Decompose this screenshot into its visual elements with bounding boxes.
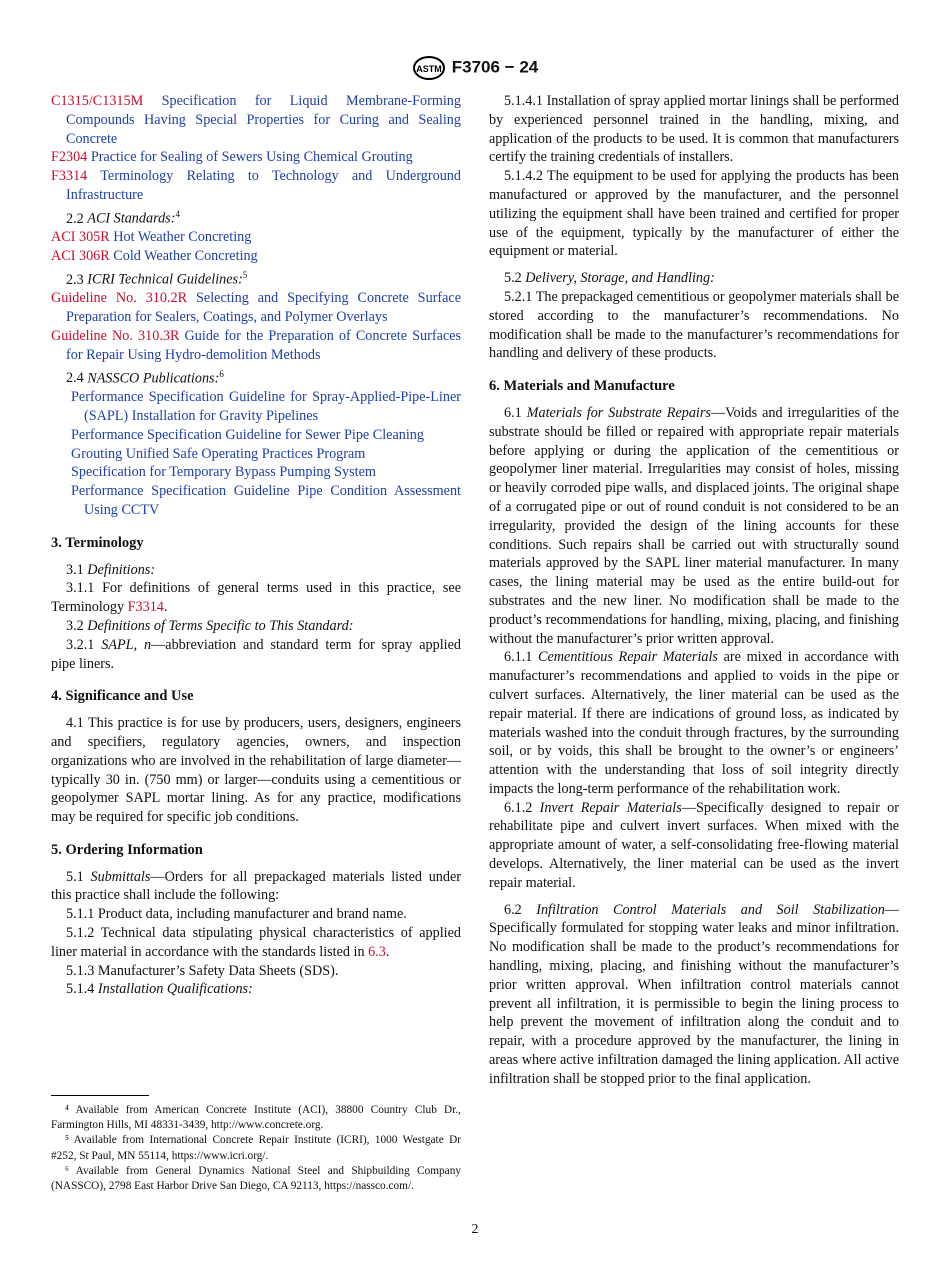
reference-aci-305r[interactable]: ACI 305R Hot Weather Concreting: [51, 229, 252, 246]
para-5-2-1: 5.2.1 The prepackaged cementitious or geopolymer materials shall be stored according to the manufacturer’s recommendations. No modification shall be made to the manufacturer’s recommendations for handling and delivery of these products.: [489, 288, 899, 362]
page-number: 2: [471, 1222, 479, 1237]
reference-aci-306r[interactable]: ACI 306R Cold Weather Concreting: [51, 248, 258, 265]
para-5-1-1: 5.1.1 Product data, including manufacturer and brand name.: [66, 906, 407, 923]
document-title: F3706 − 24: [451, 57, 539, 77]
para-6-1: 6.1 Materials for Substrate Repairs—Voids and irregularities of the substrate should be filled or repaired with appropriate repair materials before applying or during the application of the cementitious or geopolymer liner material. Irregularities may consist of holes, missing or heavily corroded pipe walls, and displaced joints. The original shape of a corrugated pipe or out of round conduit is not considered to be an irregularity, provided the design of the lining accounts for these conditions. Such repairs shall be carried out with structurally sound materials approved by the SAPL liner material manufacturer. In many cases, the lining material may be used as the entire build-out for substrates and the new liner. No modification shall be made to the product’s recommendations for handling, mixing, placing, and finishing without the manufacturer’s prior written approval.: [489, 404, 900, 647]
astm-logo-icon: [412, 56, 446, 80]
footnote-5: ⁵ Available from International Concrete Repair Institute (ICRI), 1000 Westgate Dr #252, St Paul, MN 55114, https://www.icri.org/.: [51, 1134, 461, 1162]
para-5-1-3: 5.1.3 Manufacturer’s Safety Data Sheets (SDS).: [66, 962, 339, 979]
reference-nassco-cctv[interactable]: Performance Specification Guideline Pipe Condition Assessment Using CCTV: [71, 483, 461, 518]
section-6-heading: 6. Materials and Manufacture: [489, 378, 675, 395]
para-5-2: 5.2 Delivery, Storage, and Handling:: [504, 270, 715, 287]
section-2-3: 2.3 ICRI Technical Guidelines:$^5$: [66, 269, 248, 288]
para-5-1: 5.1 Submittals—Orders for all prepackaged materials listed under this practice shall include the following:: [51, 868, 461, 904]
page-header: [0, 56, 950, 80]
left-column: [51, 92, 461, 999]
para-6-1-2: 6.1.2 Invert Repair Materials—Specifically designed to repair or rehabilitate pipe and culvert invert surfaces. When mixed with the appropriate amount of water, a self-consolidating free-flowing material develops. Alternatively, the liner material can be used as the invert repair material.: [489, 799, 899, 891]
para-6-1-1: 6.1.1 Cementitious Repair Materials are mixed in accordance with manufacturer’s recommendations and applied to voids in the pipe or culvert surfaces. Alternatively, the liner material can be used as the repair material. If there are indications of ground loss, as indicated by materials washed into the conduit through fractures, by the surrounding soil, or by voids, this shall be brought to the owner’s or engineers’ attention with the understanding that loss of soil integrity directly impacts the long-term performance of the rehabilitation work.: [489, 649, 899, 797]
footnote-6: ⁶ Available from General Dynamics National Steel and Shipbuilding Company (NASSCO), 2798 East Harbor Drive San Diego, CA 92113, https://nassco.com/.: [51, 1164, 461, 1193]
para-5-1-4-2: 5.1.4.2 The equipment to be used for applying the products has been manufactured or approved by the manufacturer, and the personnel utilizing the equipment shall have been trained and certified for proper use of the equipment, typically by the manufacturer of either the equipment or material.: [489, 168, 899, 260]
para-3-1-1: 3.1.1 For definitions of general terms used in this practice, see Terminology F3314.: [51, 580, 461, 616]
reference-nassco-bypass[interactable]: Specification for Temporary Bypass Pumping System: [71, 464, 376, 481]
para-5-1-4-1: 5.1.4.1 Installation of spray applied mortar linings shall be performed by experienced personnel trained in the handling, mixing, and application of the products to be used. It is common that manufacturers certify the training credentials of installers.: [489, 93, 899, 166]
para-5-1-4: 5.1.4 Installation Qualifications:: [66, 981, 253, 998]
para-3-2-1: 3.2.1 SAPL, n—abbreviation and standard term for spray applied pipe liners.: [51, 636, 461, 672]
reference-nassco-sapl[interactable]: Performance Specification Guideline for Spray-Applied-Pipe-Liner (SAPL) Installation for Gravity Pipelines: [71, 389, 461, 424]
reference-nassco-grouting[interactable]: Grouting Unified Safe Operating Practices Program: [71, 445, 366, 462]
footnote-4: ⁴ Available from American Concrete Institute (ACI), 38800 Country Club Dr., Farmington Hills, MI 48331-3439, http://www.concrete.org.: [51, 1104, 461, 1132]
section-2-2: 2.2 ACI Standards:$^4$: [66, 208, 180, 227]
para-3-2: 3.2 Definitions of Terms Specific to This Standard:: [66, 617, 354, 634]
footnotes: [51, 1103, 461, 1194]
para-4-1: 4.1 This practice is for use by producers, users, designers, engineers and specifiers, regulatory agencies, owners, and inspection organizations who are involved in the rehabilitation of large diameter—typically 30 in. (750 mm) or larger—conduits using a cementitious or geopolymer SAPL mortar lining. As for any practice, modifications may be required for specific job conditions.: [51, 715, 461, 826]
footnote-divider: [51, 1095, 149, 1096]
link-f3314[interactable]: F3314: [127, 599, 164, 616]
right-column: [489, 92, 899, 1089]
para-3-1: 3.1 Definitions:: [66, 561, 156, 578]
para-5-1-2: 5.1.2 Technical data stipulating physical characteristics of applied liner material in accordance with the standards listed in 6.3.: [51, 925, 461, 960]
reference-f3314[interactable]: F3314 Terminology Relating to Technology and Underground Infrastructure: [51, 168, 461, 203]
link-6-3[interactable]: 6.3: [368, 943, 386, 960]
reference-icri-310-3r[interactable]: Guideline No. 310.3R Guide for the Preparation of Concrete Surfaces for Repair Using Hydro-demolition Methods: [51, 328, 461, 363]
reference-f2304[interactable]: F2304 Practice for Sealing of Sewers Using Chemical Grouting: [51, 149, 413, 166]
section-4-heading: 4. Significance and Use: [51, 688, 194, 705]
para-6-2: 6.2 Infiltration Control Materials and Soil Stabilization—Specifically formulated for stopping water leaks and minor infiltration. No modification shall be made to the product’s recommendations for handling, mixing, placing, and finishing without the manufacturer’s prior written approval. When infiltration control materials cannot prevent all infiltration, it is permissible to begin the lining process to help prevent the movement of infiltration along the conduit and to repair, with a procedure approved by the manufacturer, the lining in areas where active infiltration damaged the lining application. All active infiltration shall be stopped prior to the final application.: [489, 901, 900, 1087]
section-5-heading: 5. Ordering Information: [51, 841, 203, 858]
reference-c1315[interactable]: C1315/C1315M Specification for Liquid Membrane-Forming Compounds Having Special Properties for Curing and Sealing Concrete: [51, 93, 461, 147]
reference-nassco-cleaning[interactable]: Performance Specification Guideline for Sewer Pipe Cleaning: [71, 426, 424, 443]
svg-text:ASTM: ASTM: [416, 64, 442, 74]
reference-icri-310-2r[interactable]: Guideline No. 310.2R Selecting and Specifying Concrete Surface Preparation for Sealers, Coatings, and Polymer Overlays: [51, 290, 462, 326]
section-3-heading: 3. Terminology: [51, 534, 144, 551]
section-2-4: 2.4 NASSCO Publications:$^6$: [66, 368, 224, 387]
